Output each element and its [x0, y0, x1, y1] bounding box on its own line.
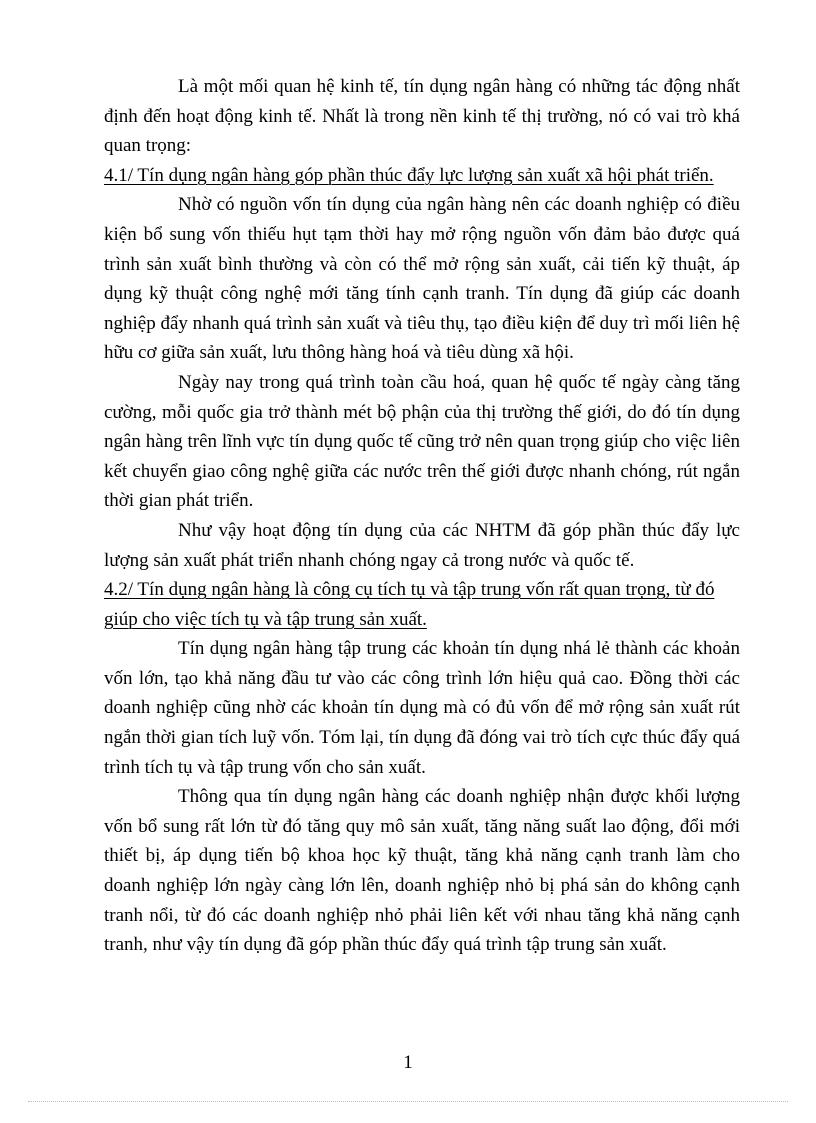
document-body [104, 72, 740, 960]
section-heading-4-1: 4.1/ Tín dụng ngân hàng góp phần thúc đẩy lực lượng sản xuất xã hội phát triển. [104, 164, 714, 186]
body-paragraph: Tín dụng ngân hàng tập trung các khoản tín dụng nhá lẻ thành các khoản vốn lớn, tạo khả năng đầu tư vào các công trình lớn hiệu quả cao. Đồng thời các doanh nghiệp cũng nhờ các khoản tín dụng mà có đủ vốn để mở rộng sản xuất rút ngắn thời gian tích luỹ vốn. Tóm lại, tín dụng đã đóng vai trò tích cực thúc đẩy quá trình tích tụ và tập trung vốn cho sản xuất. [104, 638, 740, 778]
body-paragraph: Ngày nay trong quá trình toàn cầu hoá, quan hệ quốc tế ngày càng tăng cường, mỗi quốc gia trở thành mét bộ phận của thị trường thế giới, do đó tín dụng ngân hàng trên lĩnh vực tín dụng quốc tế cũng trở nên quan trọng giúp cho việc liên kết chuyển giao công nghệ giữa các nước trên thế giới được nhanh chóng, rút ngắn thời gian phát triển. [104, 371, 740, 512]
body-paragraph: Nhờ có nguồn vốn tín dụng của ngân hàng nên các doanh nghiệp có điều kiện bổ sung vốn thiếu hụt tạm thời hay mở rộng nguồn vốn đảm bảo được quá trình sản xuất bình thường và còn có thể mở rộng sản xuất, cải tiến kỹ thuật, áp dụng kỹ thuật công nghệ mới tăng tính cạnh tranh. Tín dụng đã giúp các doanh nghiệp đẩy nhanh quá trình sản xuất và tiêu thụ, tạo điều kiện để duy trì mối liên hệ hữu cơ giữa sản xuất, lưu thông hàng hoá và tiêu dùng xã hội. [104, 194, 740, 364]
intro-paragraph: Là một mối quan hệ kinh tế, tín dụng ngân hàng có những tác động nhất định đến hoạt động kinh tế. Nhất là trong nền kinh tế thị trường, nó có vai trò khá quan trọng: [104, 76, 740, 157]
page-number: 1 [403, 1052, 413, 1073]
section-heading-4-2: 4.2/ Tín dụng ngân hàng là công cụ tích tụ và tập trung vốn rất quan trọng, từ đó giúp cho việc tích tụ và tập trung sản xuất. [104, 579, 715, 630]
body-paragraph: Như vậy hoạt động tín dụng của các NHTM đã góp phần thúc đẩy lực lượng sản xuất phát triển nhanh chóng ngay cả trong nước và quốc tế. [104, 519, 740, 571]
footer-divider [28, 1101, 788, 1102]
body-paragraph: Thông qua tín dụng ngân hàng các doanh nghiệp nhận được khối lượng vốn bổ sung rất lớn từ đó tăng quy mô sản xuất, tăng năng suất lao động, đổi mới thiết bị, áp dụng tiến bộ khoa học kỹ thuật, tăng khả năng cạnh tranh làm cho doanh nghiệp lớn ngày càng lớn lên, doanh nghiệp nhỏ bị phá sản do không cạnh tranh nổi, từ đó các doanh nghiệp nhỏ phải liên kết với nhau tăng khả năng cạnh tranh, như vậy tín dụng đã góp phần thúc đẩy quá trình tập trung sản xuất. [104, 786, 740, 956]
